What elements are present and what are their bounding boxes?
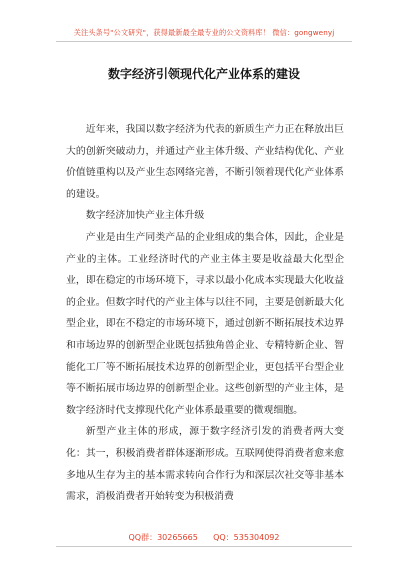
paragraph-new-subject: 新型产业主体的形成，源于数字经济引发的消费者两大变化：其一，积极消费者群体逐渐形成。互联网使得消费者愈来愈多地从生存为主的基本需求转向合作行为和深层次社交等非基本需求，消极消费者开始转变为积极消费 xyxy=(66,426,344,503)
paragraph-industry-subject: 产业是由生产同类产品的企业组成的集合体，因此，企业是产业的主体。工业经济时代的产业主体主要是收益最大化型企业，即在稳定的市场环境下，寻求以最小化成本实现最大化收益的企业。但数字时代的产业主体与以往不同，主要是创新最大化型企业，即在不稳定的市场环境下，通过创新不断拓展技术边界和市场边界的创新型企业既包括独角兽企业、专精特新企业、智能化工厂等不断拓展技术边界的创新型企业，更包括平台型企业等不断拓展市场边界的创新型企业。这些创新型的产业主体，是数字经济时代支撑现代化产业体系最重要的微观细胞。 xyxy=(66,231,344,416)
footer-qq: QQ：535304092 xyxy=(213,533,280,542)
footer-divider xyxy=(56,546,352,547)
section-heading: 数字经济加快产业主体升级 xyxy=(85,210,205,222)
footer-qq-group: QQ群：30265665 xyxy=(128,533,198,542)
document-body xyxy=(66,119,344,508)
header-note: 关注头条号"公文研究"，获得最新最全最专业的公文资料库！ 微信：gongwenyj xyxy=(73,28,335,37)
header-divider xyxy=(56,41,352,42)
footer-contact xyxy=(0,532,408,544)
paragraph-intro: 近年来，我国以数字经济为代表的新质生产力正在释放出巨大的创新突破动力，并通过产业主体升级、产业结构优化、产业价值链重构以及产业生态网络完善，不断引领着现代化产业体系的建设。 xyxy=(66,124,344,200)
document-title: 数字经济引领现代化产业体系的建设 xyxy=(107,67,300,81)
